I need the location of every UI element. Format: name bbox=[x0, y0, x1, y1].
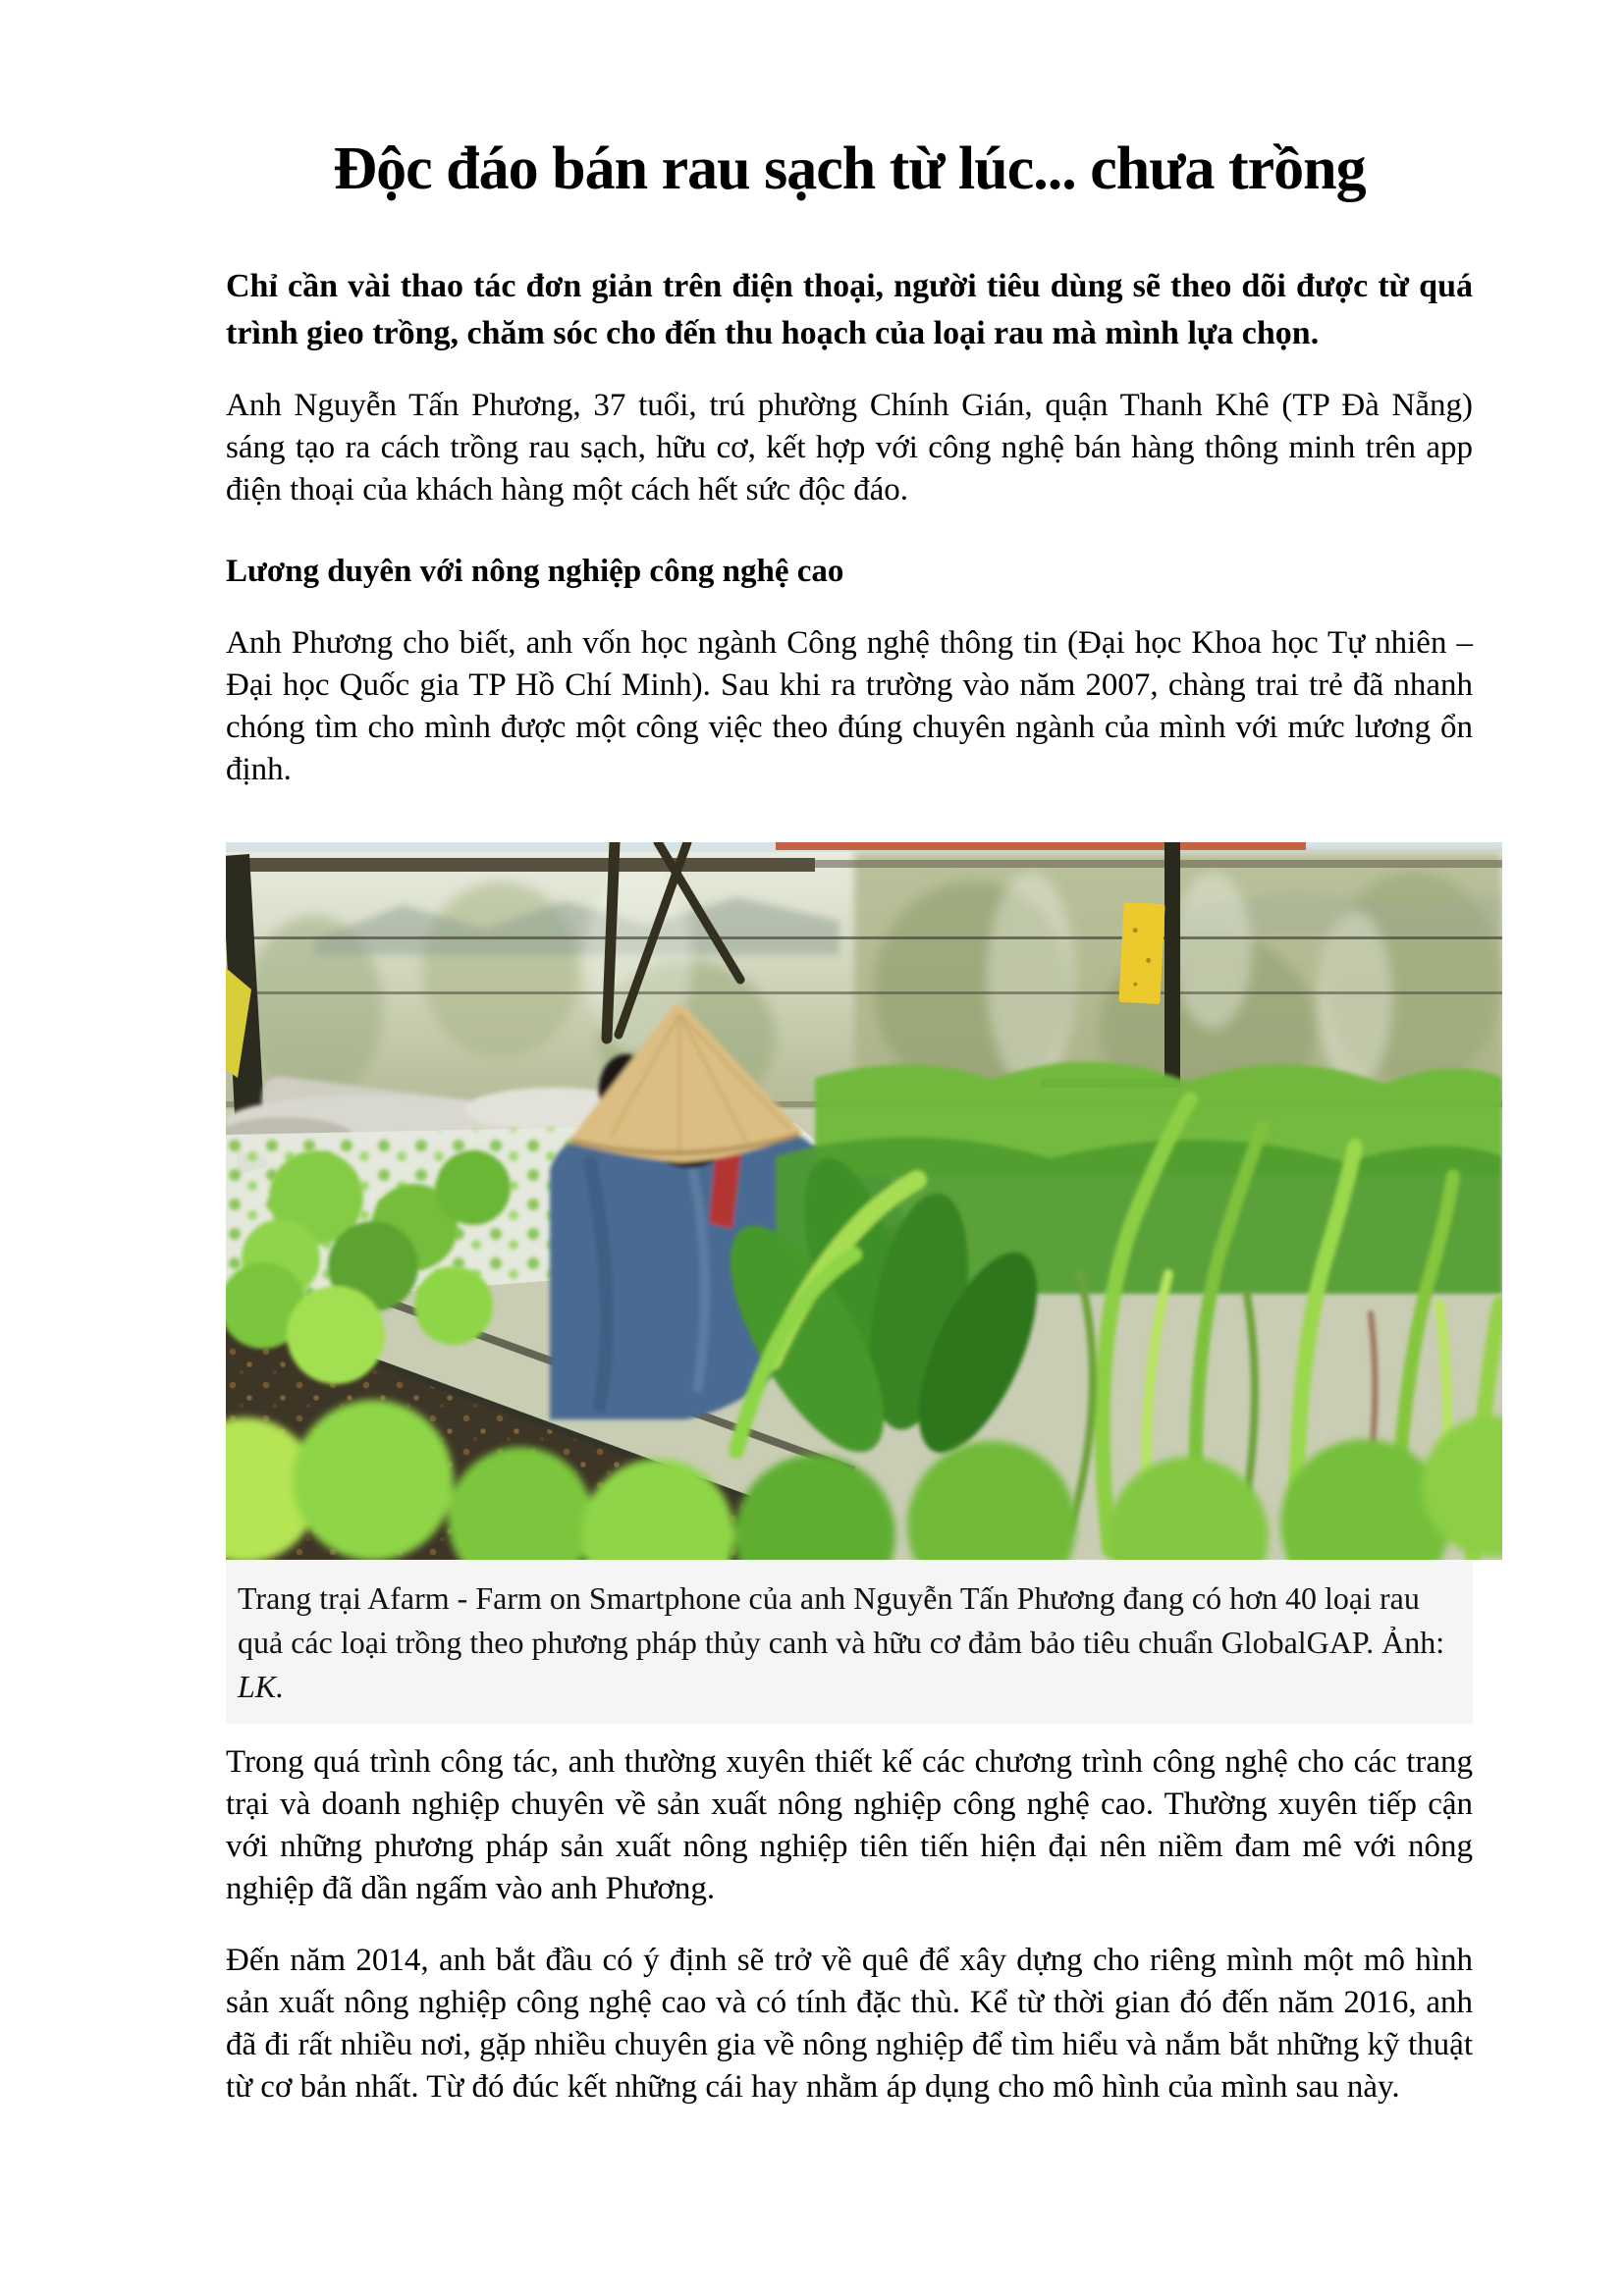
paragraph-plan: Đến năm 2014, anh bắt đầu có ý định sẽ trở về quê để xây dựng cho riêng mình một mô hình sản xuất nông nghiệp công nghệ cao và có tính đặc thù. Kể từ thời gian đó đến năm 2016, anh đã đi rất nhiều nơi, gặp nhiều chuyên gia về nông nghiệp để tìm hiểu và nắm bắt những kỹ thuật từ cơ bản nhất. Từ đó đúc kết những cái hay nhằm áp dụng cho mô hình của mình sau này. bbox=[226, 1943, 1473, 2105]
caption-credit: LK. bbox=[238, 1669, 285, 1704]
caption-text: Trang trại Afarm - Farm on Smartphone của anh Nguyễn Tấn Phương đang có hơn 40 loại rau quả các loại trồng theo phương pháp thủy canh và hữu cơ đảm bảo tiêu chuẩn GlobalGAP. Ảnh: bbox=[238, 1580, 1445, 1660]
farm-photo-illustration bbox=[226, 842, 1502, 1560]
paragraph-career: Trong quá trình công tác, anh thường xuyên thiết kế các chương trình công nghệ cho các trang trại và doanh nghiệp chuyên về sản xuất nông nghiệp công nghệ cao. Thường xuyên tiếp cận với những phương pháp sản xuất nông nghiệp tiên tiến hiện đại nên niềm đam mê với nông nghiệp đã dần ngấm vào anh Phương. bbox=[226, 1744, 1473, 1906]
article-figure bbox=[226, 842, 1473, 1724]
section-heading: Lương duyên với nông nghiệp công nghệ cao bbox=[226, 554, 844, 589]
farm-photo bbox=[226, 842, 1502, 1560]
paragraph-education: Anh Phương cho biết, anh vốn học ngành Công nghệ thông tin (Đại học Khoa học Tự nhiên – Đại học Quốc gia TP Hồ Chí Minh). Sau khi ra trường vào năm 2007, chàng trai trẻ đã nhanh chóng tìm cho mình được một công việc theo đúng chuyên ngành của mình với mức lương ổn định. bbox=[226, 625, 1473, 787]
photo-caption bbox=[226, 1560, 1473, 1724]
article-content bbox=[226, 130, 1473, 2109]
paragraph-author-intro: Anh Nguyễn Tấn Phương, 37 tuổi, trú phường Chính Gián, quận Thanh Khê (TP Đà Nẵng) sáng tạo ra cách trồng rau sạch, hữu cơ, kết hợp với công nghệ bán hàng thông minh trên app điện thoại của khách hàng một cách hết sức độc đáo. bbox=[226, 388, 1473, 507]
lead-paragraph: Chỉ cần vài thao tác đơn giản trên điện thoại, người tiêu dùng sẽ theo dõi được từ quá trình gieo trồng, chăm sóc cho đến thu hoạch của loại rau mà mình lựa chọn. bbox=[226, 268, 1473, 351]
article-title: Độc đáo bán rau sạch từ lúc... chưa trồng bbox=[333, 135, 1366, 202]
